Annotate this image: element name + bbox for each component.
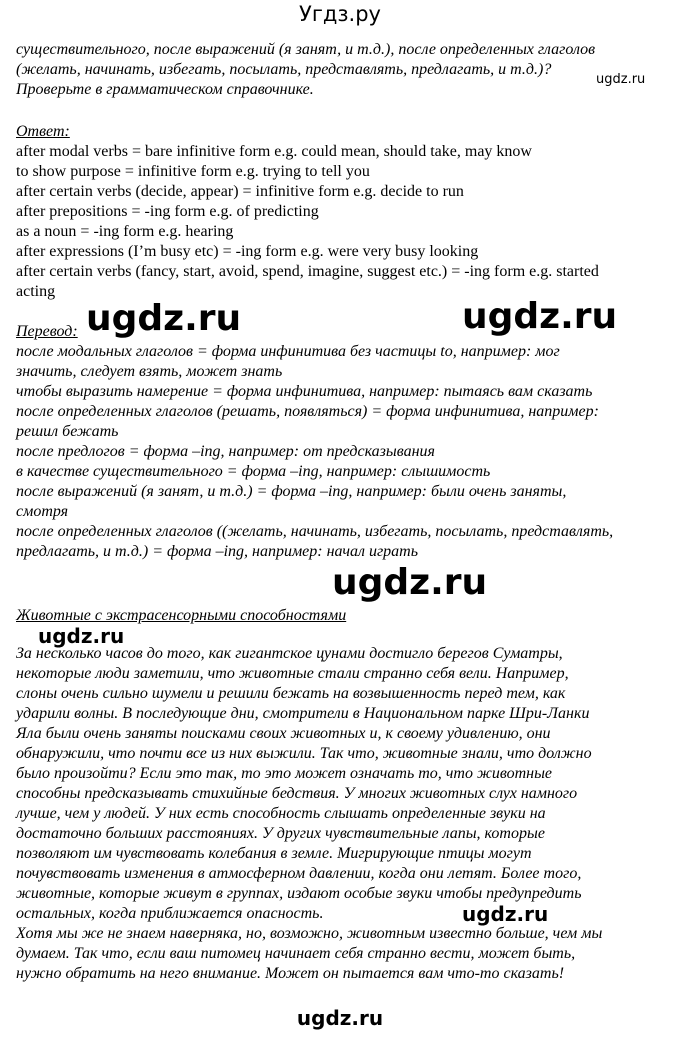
watermark-tiny: ugdz.ru bbox=[596, 72, 646, 87]
story-line: нужно обратить на него внимание. Может он пытается вам что-то сказать! bbox=[16, 965, 565, 982]
story-line: ударили волны. В последующие дни, смотрители в Национальном парке Шри-Ланки bbox=[16, 705, 590, 722]
translation-line: после выражений (я занят, и т.д.) = форма –ing, например: были очень заняты, bbox=[16, 483, 567, 500]
translation-heading: Перевод: bbox=[16, 323, 78, 340]
answer-line: after prepositions = -ing form e.g. of predicting bbox=[16, 203, 319, 220]
story-line: Яла были очень заняты поисками своих животных и, к своему удивлению, они bbox=[16, 725, 551, 742]
story-title: Животные с экстрасенсорными способностями bbox=[16, 607, 347, 624]
story-line: способны предсказывать стихийные бедствия. У многих животных слух намного bbox=[16, 785, 578, 802]
watermark-big-center: ugdz.ru bbox=[332, 562, 488, 603]
answer-line: after certain verbs (fancy, start, avoid, spend, imagine, suggest etc.) = -ing form e.g. started bbox=[16, 263, 599, 280]
answer-line: as a noun = -ing form e.g. hearing bbox=[16, 223, 234, 240]
translation-line: после определенных глаголов ((желать, начинать, избегать, посылать, представлять, bbox=[16, 523, 614, 540]
answer-line: after modal verbs = bare infinitive form e.g. could mean, should take, may know bbox=[16, 143, 532, 160]
translation-line: после определенных глаголов (решать, появляться) = форма инфинитива, например: bbox=[16, 403, 599, 420]
story-line: некоторые люди заметили, что животные стали странно себя вели. Например, bbox=[16, 665, 569, 682]
translation-line: решил бежать bbox=[16, 423, 119, 440]
story-line: лучше, чем у людей. У них есть способность слышать определенные звуки на bbox=[16, 805, 546, 822]
translation-line: после предлогов = форма –ing, например: от предсказывания bbox=[16, 443, 435, 460]
story-line: слоны очень сильно шумели и решили бежать на возвышенность перед тем, как bbox=[16, 685, 566, 702]
story-line: почувствовать изменения в атмосферном давлении, когда они летят. Более того, bbox=[16, 865, 582, 882]
site-footer: ugdz.ru bbox=[296, 1006, 384, 1030]
story-line: Хотя мы же не знаем наверняка, но, возможно, животным известно больше, чем мы bbox=[16, 925, 603, 942]
story-line: За несколько часов до того, как гигантское цунами достигло берегов Суматры, bbox=[16, 645, 563, 662]
story-line: обнаружили, что почти все из них выжили. Так что, животные знали, что должно bbox=[16, 745, 592, 762]
watermark-big-right: ugdz.ru bbox=[462, 296, 618, 337]
translation-line: после модальных глаголов = форма инфинитива без частицы to, например: мог bbox=[16, 343, 560, 360]
answer-heading: Ответ: bbox=[16, 123, 70, 140]
intro-line: существительного, после выражений (я занят, и т.д.), после определенных глаголов bbox=[16, 41, 596, 58]
story-line: позволяют им чувствовать колебания в земле. Мигрирующие птицы могут bbox=[16, 845, 532, 862]
translation-line: в качестве существительного = форма –ing, например: слышимость bbox=[16, 463, 491, 480]
story-line: думаем. Так что, если ваш питомец начинает себя странно вести, может быть, bbox=[16, 945, 576, 962]
watermark-small-right: ugdz.ru bbox=[462, 902, 549, 926]
site-header: Угдз.ру bbox=[299, 2, 381, 26]
intro-line: (желать, начинать, избегать, посылать, представлять, предлагать, и т.д.)? bbox=[16, 61, 552, 78]
answer-line: after certain verbs (decide, appear) = infinitive form e.g. decide to run bbox=[16, 183, 464, 200]
answer-line: acting bbox=[16, 283, 56, 300]
story-line: остальных, когда приближается опасность. bbox=[16, 905, 324, 922]
watermark-big-left: ugdz.ru bbox=[86, 298, 242, 339]
intro-line: Проверьте в грамматическом справочнике. bbox=[16, 81, 314, 98]
translation-line: чтобы выразить намерение = форма инфинитива, например: пытаясь вам сказать bbox=[16, 383, 593, 400]
story-line: животные, которые живут в группах, издают особые звуки чтобы предупредить bbox=[16, 885, 582, 902]
translation-line: смотря bbox=[16, 503, 69, 520]
answer-line: after expressions (I’m busy etc) = -ing form e.g. were very busy looking bbox=[16, 243, 479, 260]
answer-line: to show purpose = infinitive form e.g. trying to tell you bbox=[16, 163, 370, 180]
watermark-small-left: ugdz.ru bbox=[38, 624, 125, 648]
story-line: достаточно больших расстояниях. У других чувствительные лапы, которые bbox=[16, 825, 545, 842]
translation-line: значить, следует взять, может знать bbox=[16, 363, 283, 380]
translation-line: предлагать, и т.д.) = форма –ing, например: начал играть bbox=[16, 543, 419, 560]
story-line: было произойти? Если это так, то это может означать то, что животные bbox=[16, 765, 553, 782]
